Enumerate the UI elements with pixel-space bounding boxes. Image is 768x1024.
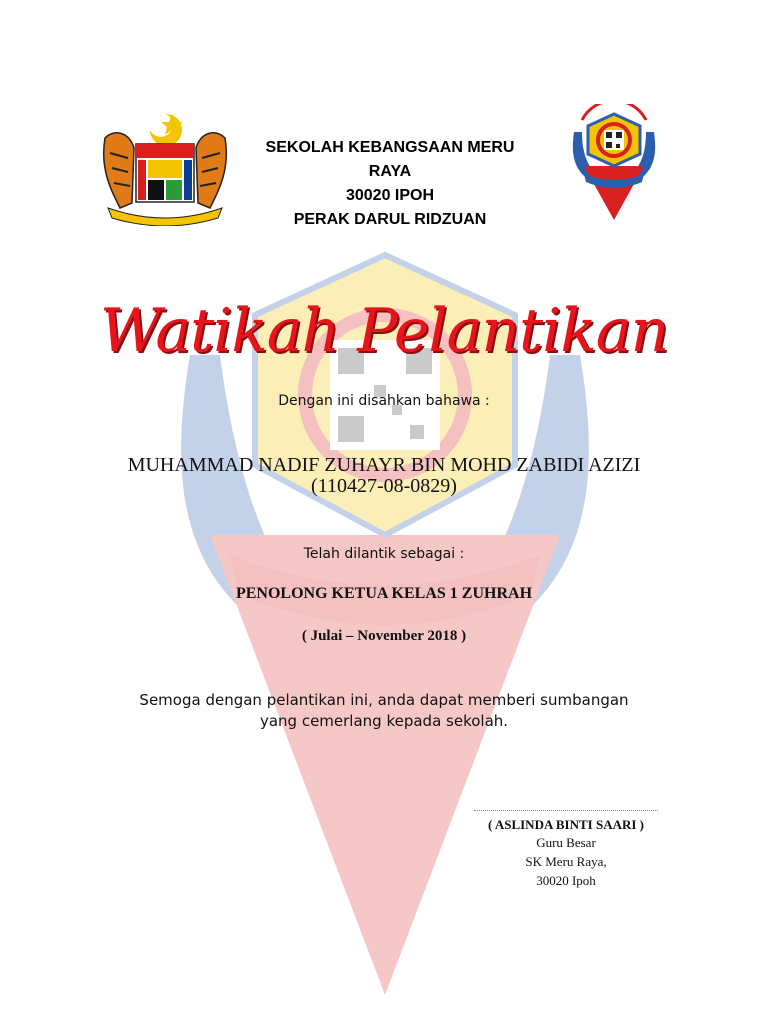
signer-name: ( ASLINDA BINTI SAARI ): [487, 817, 645, 832]
signature-line: [474, 810, 658, 811]
appointee-name: MUHAMMAD NADIF ZUHAYR BIN MOHD ZABIDI AZIZI: [127, 454, 641, 476]
school-address-header: [240, 136, 540, 232]
closing-wish-line1: Semoga dengan pelantikan ini, anda dapat memberi sumbangan: [139, 691, 629, 709]
postcode-city: 30020 IPOH: [345, 187, 435, 204]
signer-postcode: 30020 Ipoh: [536, 873, 596, 888]
state-name: PERAK DARUL RIDZUAN: [293, 211, 487, 228]
school-name-line2: RAYA: [368, 163, 412, 180]
signature-block: [466, 810, 666, 890]
signer-school: SK Meru Raya,: [525, 854, 607, 869]
signer-role: Guru Besar: [536, 835, 596, 850]
school-name-line1: SEKOLAH KEBANGSAAN MERU: [265, 139, 515, 156]
appointed-as-text: Telah dilantik sebagai :: [303, 546, 465, 562]
document-title: Watikah Pelantikan: [99, 296, 669, 366]
closing-wish-line2: yang cemerlang kepada sekolah.: [259, 712, 509, 730]
appointment-period: ( Julai – November 2018 ): [301, 628, 467, 644]
closing-wish: [0, 690, 768, 732]
malaysia-coat-of-arms-icon: [100, 108, 230, 226]
appointee-ic-number: (110427-08-0829): [311, 475, 457, 497]
intro-text: Dengan ini disahkan bahawa :: [278, 393, 490, 409]
appointment-position: PENOLONG KETUA KELAS 1 ZUHRAH: [235, 585, 533, 602]
school-emblem-icon: [570, 104, 658, 222]
